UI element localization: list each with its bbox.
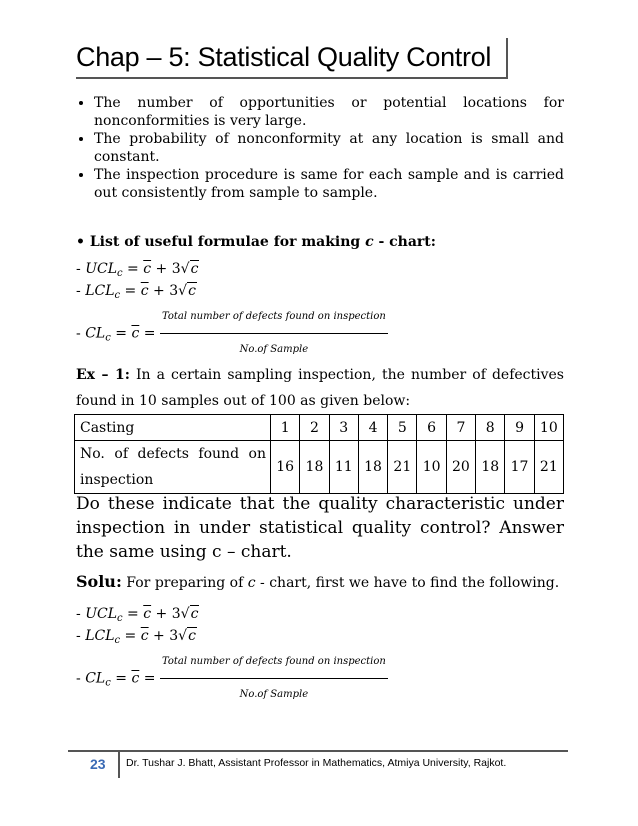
table-cell: 6 bbox=[417, 415, 446, 441]
example-label: Ex – 1: bbox=[76, 367, 130, 383]
cl-formula: - $CL_c = \overline{c}$ = $\frac{\text{Total number of defects found on inspection}}{\text{No.of Sample}}$ bbox=[76, 647, 388, 677]
assumption-list bbox=[76, 94, 564, 202]
assumption-item: • The number of opportunities or potential locations for nonconformities is very large. bbox=[94, 94, 564, 130]
formula-block-1 bbox=[76, 258, 388, 355]
sqrt-symbol: √ bbox=[180, 606, 190, 622]
assumption-item: • The probability of nonconformity at any location is small and constant. bbox=[94, 130, 564, 166]
table-cell: 18 bbox=[300, 441, 329, 494]
heading-variable: c bbox=[365, 234, 374, 250]
solution-statement: Solu: For preparing of c - chart, first we have to find the following. bbox=[76, 572, 560, 591]
table-cell: 11 bbox=[329, 441, 358, 494]
sqrt-symbol: √ bbox=[178, 628, 188, 644]
table-row bbox=[75, 415, 564, 441]
chapter-title: Chap – 5: Statistical Quality Control bbox=[76, 42, 492, 72]
table-cell: 21 bbox=[534, 441, 563, 494]
table-cell: 7 bbox=[446, 415, 475, 441]
cl-fraction: $\frac{\text{Total number of defects found on inspection}}{\text{No.of Sample}}$ bbox=[160, 302, 388, 365]
footer-vertical-bar bbox=[118, 752, 120, 778]
ucl-formula: - $UCL_c = \overline{c} + 3√c$ bbox=[76, 606, 199, 624]
cl-formula: - $CL_c = \overline{c}$ = $\frac{\text{Total number of defects found on inspection}}{\text{No.of Sample}}$ bbox=[76, 302, 388, 332]
lcl-formula: - $LCL_c = \overline{c} + 3√c$ bbox=[76, 283, 196, 301]
table-cell: 17 bbox=[505, 441, 534, 494]
page-number: 23 bbox=[90, 756, 106, 772]
table-cell: 5 bbox=[388, 415, 417, 441]
cl-fraction: $\frac{\text{Total number of defects found on inspection}}{\text{No.of Sample}}$ bbox=[160, 647, 388, 710]
sqrt-symbol: √ bbox=[178, 283, 188, 299]
table-cell: 2 bbox=[300, 415, 329, 441]
table-header-cell: No. of defects found on inspection bbox=[75, 441, 271, 494]
page-header bbox=[76, 38, 506, 78]
lcl-formula: - $LCL_c = \overline{c} + 3√c$ bbox=[76, 628, 196, 646]
table-cell: 10 bbox=[417, 441, 446, 494]
footer-rule bbox=[68, 750, 568, 752]
footer-author: Dr. Tushar J. Bhatt, Assistant Professor in Mathematics, Atmiya University, Rajkot. bbox=[126, 757, 507, 769]
table-cell: 18 bbox=[358, 441, 387, 494]
example-statement: Ex – 1: In a certain sampling inspection, the number of defectives found in 10 samples out of 100 as given below: bbox=[76, 367, 564, 409]
table-cell: 16 bbox=[271, 441, 300, 494]
defects-table bbox=[74, 414, 564, 494]
table-cell: 10 bbox=[534, 415, 563, 441]
table-cell: 20 bbox=[446, 441, 475, 494]
table-cell: 3 bbox=[329, 415, 358, 441]
table-cell: 9 bbox=[505, 415, 534, 441]
ucl-formula: - $UCL_c = \overline{c} + 3√c$ bbox=[76, 261, 199, 279]
table-cell: 21 bbox=[388, 441, 417, 494]
sqrt-symbol: √ bbox=[180, 261, 190, 277]
table-cell: 8 bbox=[476, 415, 505, 441]
solution-label: Solu: bbox=[76, 572, 122, 591]
table-header-cell: Casting bbox=[75, 415, 271, 441]
formulae-heading: • List of useful formulae for making c - chart: bbox=[76, 234, 436, 250]
page-footer bbox=[76, 750, 568, 780]
assumption-item: • The inspection procedure is same for each sample and is carried out consistently from sample to sample. bbox=[94, 166, 564, 202]
formula-block-2 bbox=[76, 603, 388, 700]
question-text: Do these indicate that the quality characteristic under inspection in under statistical quality control? Answer the same using c – chart. bbox=[76, 494, 564, 562]
table-row bbox=[75, 441, 564, 494]
header-rule bbox=[76, 77, 508, 79]
table-cell: 18 bbox=[476, 441, 505, 494]
table-cell: 1 bbox=[271, 415, 300, 441]
table-cell: 4 bbox=[358, 415, 387, 441]
header-vertical-bar bbox=[506, 38, 508, 79]
